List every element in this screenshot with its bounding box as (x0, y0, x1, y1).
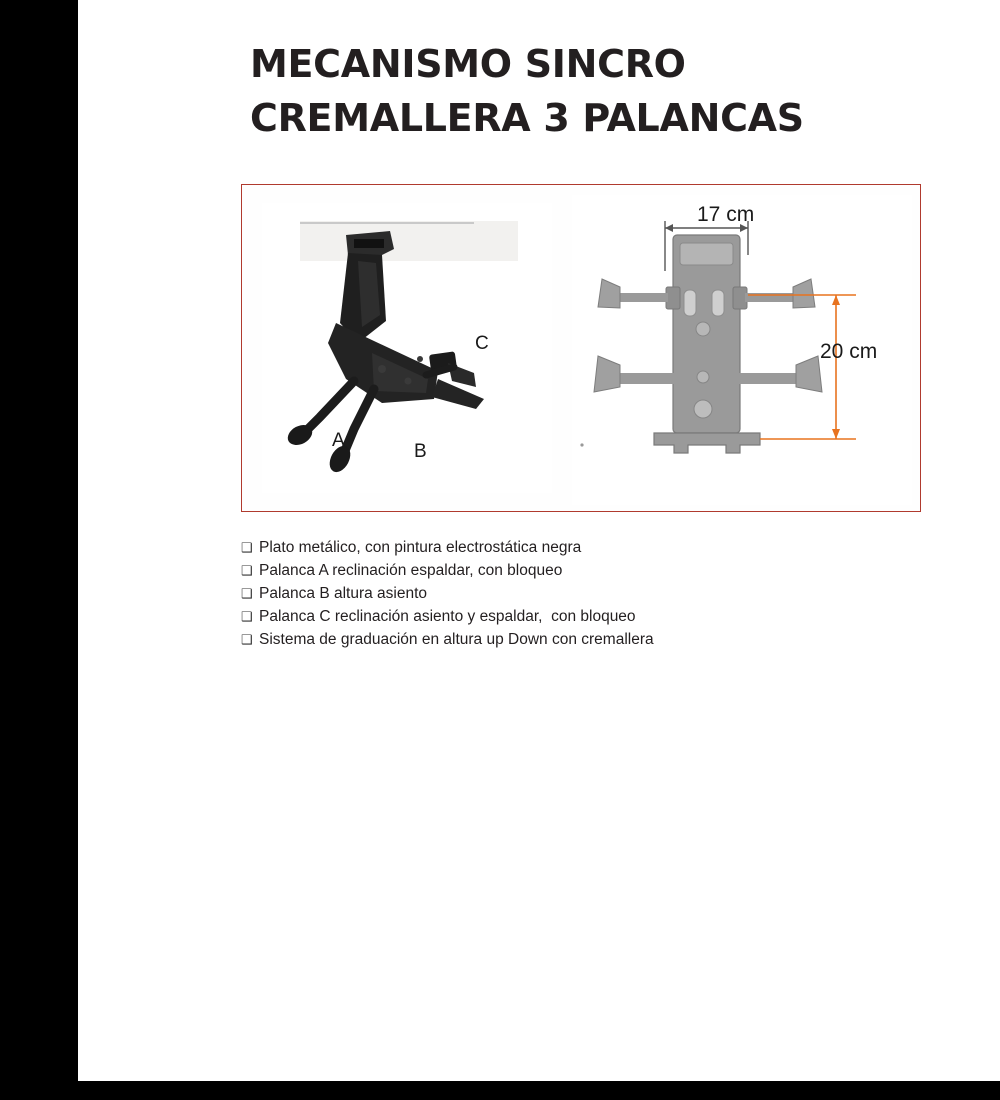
title-line-1: MECANISMO SINCRO (250, 42, 686, 86)
dimension-width-label: 17 cm (697, 203, 755, 226)
list-item (241, 560, 901, 581)
figure-inner (242, 185, 920, 511)
list-item-label: Palanca A reclinación espaldar, con bloqueo (259, 562, 563, 579)
page-sheet (78, 0, 1000, 1081)
checkbox-bullet-icon: ❑ (241, 563, 253, 578)
list-item-label: Palanca B altura asiento (259, 585, 428, 602)
figure-box (241, 184, 921, 512)
photo-label-a: A (332, 430, 345, 451)
page-bottom-margin (0, 1081, 1000, 1100)
checkbox-bullet-icon: ❑ (241, 632, 253, 647)
list-item-label: Plato metálico, con pintura electrostática negra (259, 539, 582, 556)
dimension-height-label: 20 cm (820, 340, 878, 363)
list-item (241, 537, 901, 558)
checkbox-bullet-icon: ❑ (241, 540, 253, 555)
page-title (250, 38, 890, 146)
checkbox-bullet-icon: ❑ (241, 609, 253, 624)
list-item (241, 606, 901, 627)
title-line-2: CREMALLERA 3 PALANCAS (250, 95, 804, 140)
photo-label-b: B (414, 441, 427, 462)
list-item-label: Palanca C reclinación asiento y espaldar, con bloqueo (259, 608, 636, 625)
photo-label-c: C (475, 333, 489, 354)
feature-list (241, 537, 901, 652)
list-item (241, 583, 901, 604)
list-item-label: Sistema de graduación en altura up Down con cremallera (259, 631, 654, 648)
checkbox-bullet-icon: ❑ (241, 586, 253, 601)
list-item (241, 629, 901, 650)
product-photo (262, 203, 552, 493)
